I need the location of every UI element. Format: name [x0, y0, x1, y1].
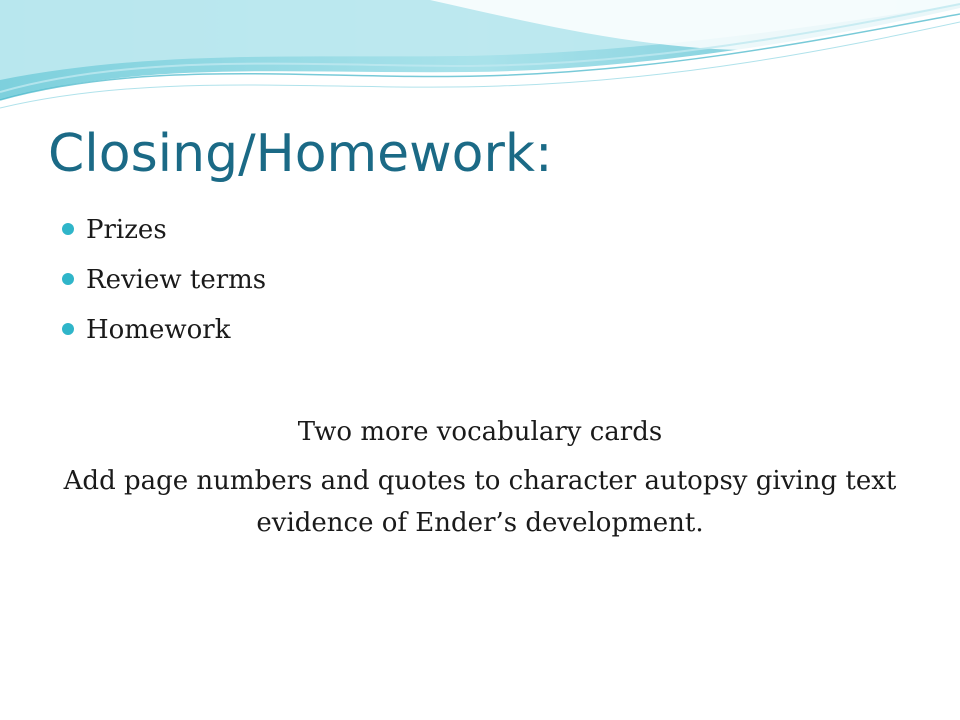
bullet-dot-icon [62, 323, 74, 335]
bullet-label: Homework [86, 315, 231, 345]
bullet-item-homework [62, 308, 266, 358]
wave-header-decoration [0, 0, 960, 120]
bullet-list [62, 208, 266, 358]
homework-details [40, 410, 920, 550]
bullet-dot-icon [62, 223, 74, 235]
bullet-dot-icon [62, 273, 74, 285]
slide-title: Closing/Homework: [48, 124, 553, 184]
bullet-item-prizes [62, 208, 266, 258]
bullet-label: Prizes [86, 215, 167, 245]
bullet-item-review-terms [62, 258, 266, 308]
homework-line-vocabulary: Two more vocabulary cards [297, 417, 663, 447]
bullet-label: Review terms [86, 265, 267, 295]
homework-line-character-autopsy: Add page numbers and quotes to character autopsy giving text evidence of Ender’s development. [63, 466, 897, 538]
